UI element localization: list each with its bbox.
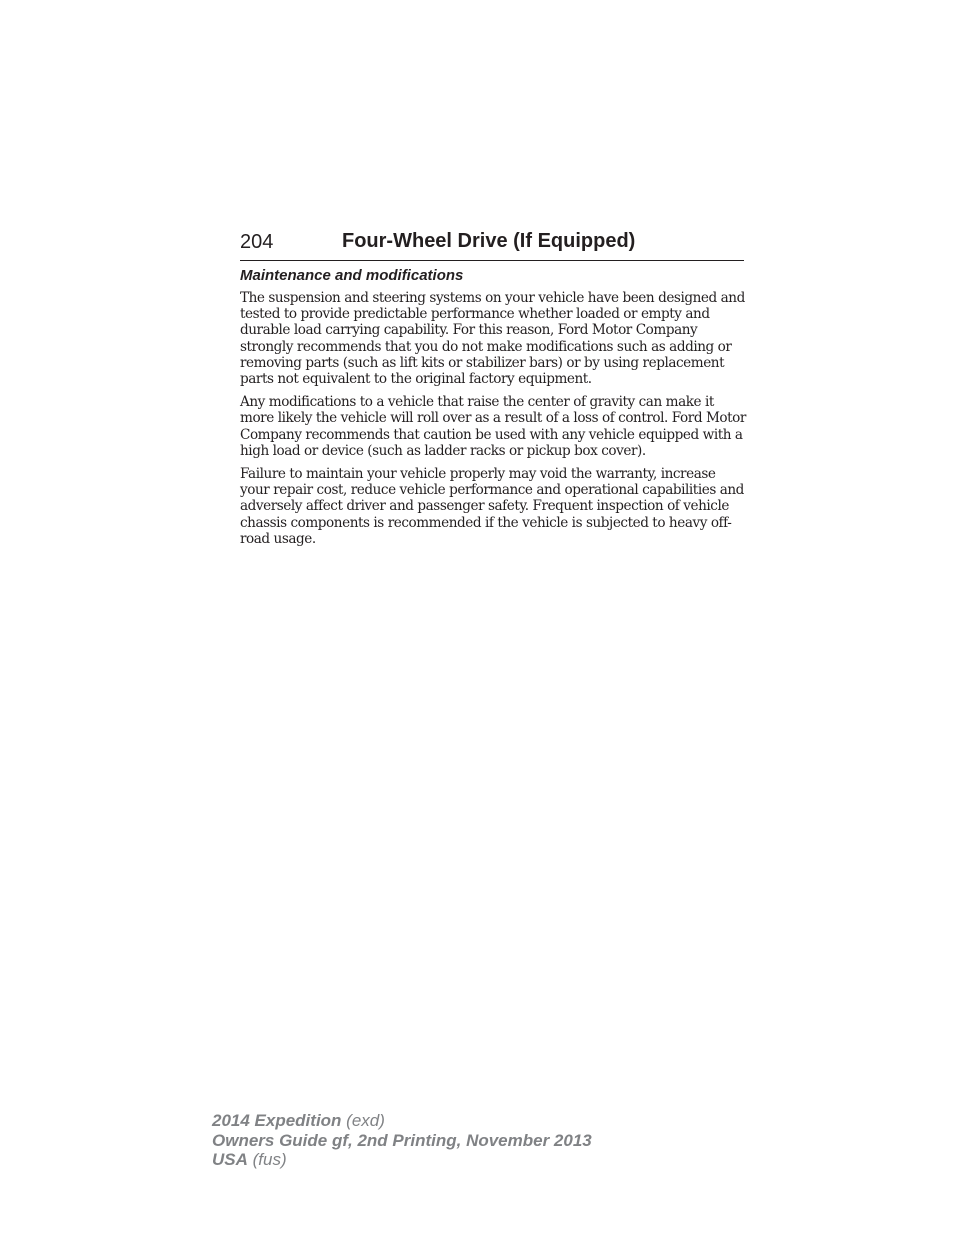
- paragraph-2: Any modifications to a vehicle that raise the center of gravity can make it more likely the vehicle will roll over as a result of a loss of control. Ford Motor Company recommends that caution be used with any vehicle equipped with a high load or device (such as ladder racks or pickup box cover).: [240, 394, 746, 459]
- chapter-title: Four-Wheel Drive (If Equipped): [342, 230, 636, 252]
- page-number: 204: [240, 231, 274, 253]
- footer-market: USA: [212, 1150, 248, 1169]
- footer-market-code: (fus): [252, 1150, 287, 1169]
- page-header: [240, 228, 744, 261]
- document-footer: [212, 1111, 592, 1170]
- section-content: [240, 266, 746, 554]
- footer-line-3: [212, 1150, 592, 1170]
- section-heading: Maintenance and modifications: [240, 267, 464, 284]
- footer-printing: Owners Guide gf, 2nd Printing, November 2013: [212, 1130, 592, 1150]
- paragraph-1: The suspension and steering systems on your vehicle have been designed and tested to provide predictable performance whether loaded or empty and durable load carrying capability. For this reason, Ford Motor Company strongly recommends that you do not make modifications such as adding or removing parts (such as lift kits or stabilizer bars) or by using replacement parts not equivalent to the original factory equipment.: [240, 290, 745, 388]
- footer-line-1: [212, 1111, 592, 1131]
- paragraph-3: Failure to maintain your vehicle properly may void the warranty, increase your repair cost, reduce vehicle performance and operational capabilities and adversely affect driver and passenger safety. Frequent inspection of vehicle chassis components is recommended if the vehicle is subjected to heavy off-road usage.: [240, 466, 744, 547]
- footer-model-code: (exd): [346, 1111, 385, 1130]
- footer-model: 2014 Expedition: [212, 1111, 342, 1130]
- footer-line-2: [212, 1131, 592, 1151]
